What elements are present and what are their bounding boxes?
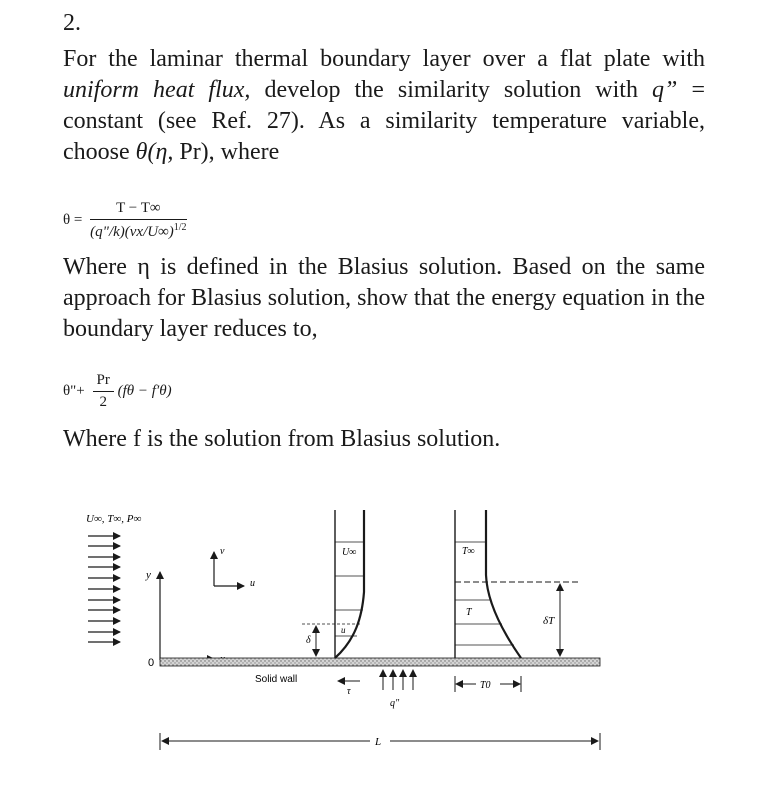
solid-wall-plate [160, 658, 600, 666]
freestream-label: U∞, T∞, P∞ [86, 513, 142, 525]
velocity-profile [302, 510, 364, 658]
energy-equation [63, 372, 172, 411]
t0-label: T0 [480, 680, 491, 691]
blasius-note-paragraph: Where f is the solution from Blasius solution. [63, 426, 501, 452]
origin-label: 0 [148, 657, 155, 669]
eq2-lhs: θ"+ [63, 383, 85, 399]
temperature-profile [455, 510, 578, 658]
intro-emphasis: uniform heat flux, [63, 77, 251, 103]
heat-flux-label: q" [390, 698, 400, 709]
temperature-profile-t-label: T [466, 607, 472, 618]
problem-number: 2. [63, 10, 81, 36]
velocity-profile-u-label: u [341, 625, 346, 635]
length-label: L [375, 736, 382, 748]
intro-text-d: Pr), where [173, 139, 280, 165]
eq1-numerator: T − T∞ [90, 200, 186, 220]
eq2-rhs: (fθ − f′θ) [117, 383, 172, 399]
eq1-denominator: (q"/k)(νx/U∞) [90, 224, 174, 240]
eq2-denominator: 2 [99, 394, 107, 410]
temperature-freestream-label: T∞ [462, 546, 475, 557]
v-velocity-label: v [220, 546, 225, 557]
temperature-profile-curve [486, 510, 521, 658]
delta-t-label: δT [543, 615, 555, 627]
eq1-denominator-wrap [90, 220, 186, 241]
heat-flux-symbol: q” [652, 77, 678, 103]
intro-text-b: develop the similarity solution with [250, 77, 653, 103]
boundary-layer-diagram [0, 500, 778, 770]
intro-text-c: = constant (see Ref. 27). As a similarity temperature variable, choose [63, 77, 705, 165]
heat-flux-arrows [383, 670, 413, 690]
delta-label: δ [306, 635, 311, 646]
eq1-exponent: 1/2 [173, 222, 187, 233]
eq2-numerator: Pr [93, 372, 114, 392]
shear-stress-label: τ [347, 686, 351, 697]
theta-function: θ(η, [135, 139, 174, 165]
velocity-freestream-label: U∞ [342, 547, 357, 558]
eta-definition-paragraph: Where η is defined in the Blasius solution. Based on the same approach for Blasius solution, show that the energy equation in the boundary layer reduces to, [63, 254, 705, 342]
eq1-fraction [90, 200, 186, 241]
solid-wall-label: Solid wall [255, 674, 298, 685]
intro-text-a: For the laminar thermal boundary layer over a flat plate with [63, 46, 705, 72]
eq2-fraction [93, 372, 114, 411]
u-velocity-label: u [250, 578, 255, 589]
freestream-arrows [88, 536, 120, 642]
y-axis-label: y [146, 569, 151, 581]
problem-statement [63, 44, 705, 168]
similarity-variable-equation [63, 200, 187, 241]
eq1-lhs: θ = [63, 212, 83, 228]
